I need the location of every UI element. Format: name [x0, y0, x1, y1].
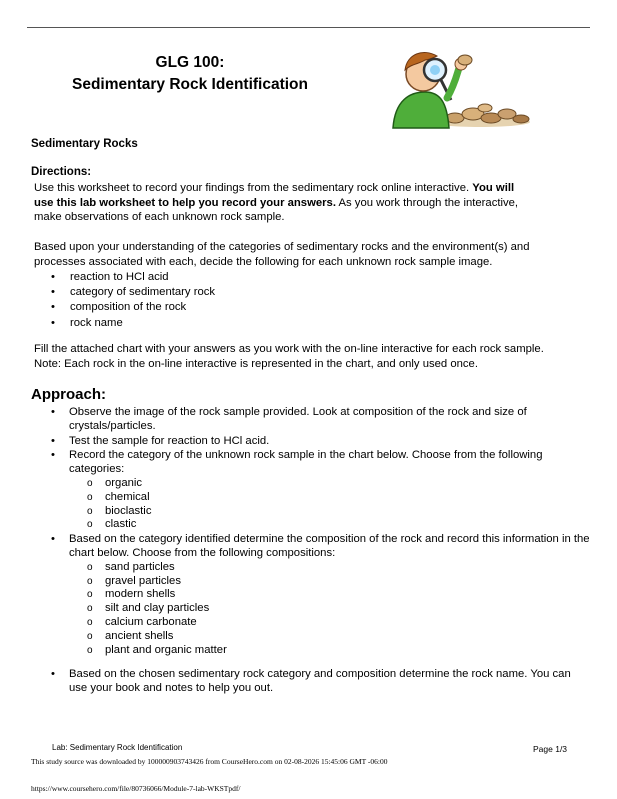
approach-b3-text: Record the category of the unknown rock sample in the chart below. Choose from the following categories: — [69, 449, 543, 476]
directions-paragraph-1 — [34, 181, 534, 225]
source-url[interactable]: https://www.coursehero.com/file/80736066/Module-7-lab-WKSTpdf/ — [31, 784, 241, 793]
title-line-1: GLG 100: — [155, 54, 225, 71]
approach-list — [31, 406, 591, 697]
list-item: o clastic — [69, 518, 591, 532]
approach-b4-text: Based on the category identified determine the composition of the rock and record this information in the chart below. Choose from the following compositions: — [69, 533, 590, 559]
composition-list — [69, 561, 591, 658]
directions-paragraph-2: Based upon your understanding of the categories of sedimentary rocks and the environment(s) and processes associated with each, decide the following for each unknown rock sample image. — [34, 241, 530, 268]
page-number: Page 1/3 — [533, 744, 568, 754]
list-item: o silt and clay particles — [69, 602, 591, 616]
geologist-magnifier-clipart — [385, 40, 535, 130]
list-item: • rock name — [34, 316, 215, 331]
download-notice: This study source was downloaded by 100000903743426 from CourseHero.com on 02-08-2026 15:45:06 GMT -06:00 — [31, 757, 388, 766]
page-title — [40, 52, 340, 96]
directions-p1-bold: You will use this lab worksheet to help you record your answers. — [34, 182, 515, 209]
list-item: o ancient shells — [69, 630, 591, 644]
list-item — [31, 533, 591, 657]
directions-p1-c: As you work through the interactive, make observations of each unknown rock sample. — [34, 196, 519, 224]
list-item: o bioclastic — [69, 505, 591, 519]
list-item: o modern shells — [69, 588, 591, 602]
list-item: o calcium carbonate — [69, 616, 591, 630]
list-item: • reaction to HCl acid — [34, 270, 215, 285]
directions-paragraph-3: Fill the attached chart with your answers as you work with the on-line interactive for each rock sample. Note: Each rock in the on-line interactive is represented in the chart, and only used once. — [34, 343, 544, 370]
list-item: o chemical — [69, 491, 591, 505]
list-item: o plant and organic matter — [69, 644, 591, 658]
approach-heading: Approach: — [31, 386, 106, 403]
list-item: o organic — [69, 477, 591, 491]
list-item: • Observe the image of the rock sample provided. Look at composition of the rock and size of crystals/particles. — [31, 406, 591, 434]
top-rule — [27, 27, 590, 28]
title-line-2: Sedimentary Rock Identification — [72, 76, 308, 93]
directions-heading: Directions: — [31, 166, 92, 178]
category-list — [69, 477, 591, 532]
list-item — [31, 449, 591, 532]
list-item: o gravel particles — [69, 575, 591, 589]
list-item: • composition of the rock — [34, 300, 215, 315]
directions-bullet-list — [34, 270, 215, 331]
list-item: • category of sedimentary rock — [34, 285, 215, 300]
list-item: • Test the sample for reaction to HCl acid. — [31, 435, 591, 449]
list-item: • Based on the chosen sedimentary rock category and composition determine the rock name. You can use your book and notes to help you out. — [31, 668, 591, 696]
section-heading: Sedimentary Rocks — [31, 138, 138, 150]
list-item: o sand particles — [69, 561, 591, 575]
directions-p1-a: Use this worksheet to record your findings from the sedimentary rock online interactive. — [34, 182, 473, 194]
footer-title: Lab: Sedimentary Rock Identification — [52, 743, 183, 752]
